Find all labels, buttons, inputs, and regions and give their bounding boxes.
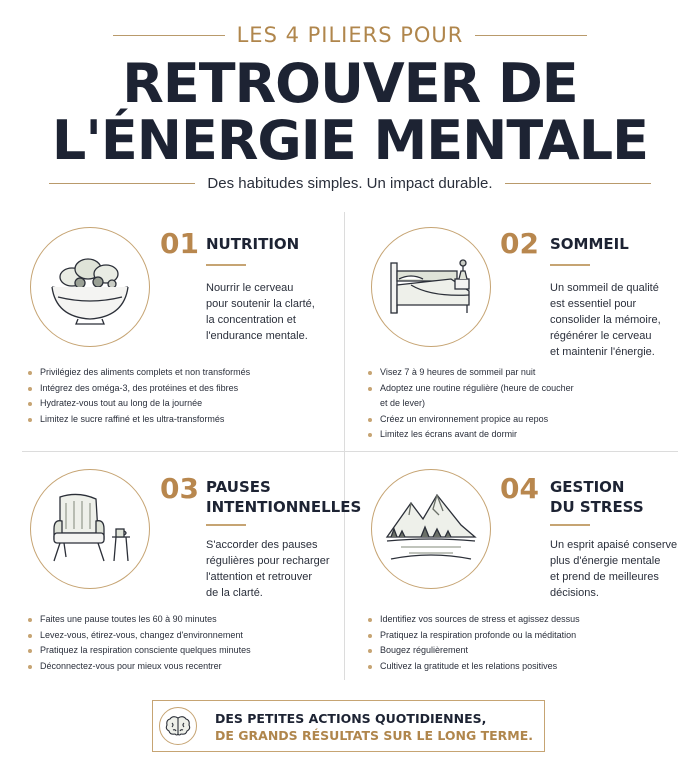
nutrition-accent-rule	[206, 264, 246, 266]
stress-accent-rule	[550, 524, 590, 526]
kicker-row	[0, 22, 700, 48]
subtitle-rule-right	[505, 183, 651, 184]
list-item: Bougez régulièrement	[367, 643, 580, 659]
page-title-line-2: L'ÉNERGIE MENTALE	[51, 109, 649, 172]
list-item: Identifiez vos sources de stress et agissez dessus	[367, 612, 580, 628]
stress-icon-circle	[371, 469, 491, 589]
stress-title	[550, 477, 644, 517]
nutrition-icon-circle	[30, 227, 150, 347]
nutrition-desc-line: l'endurance mentale.	[206, 330, 308, 342]
sommeil-desc-line: Un sommeil de qualité	[550, 282, 659, 294]
stress-number: 04	[500, 472, 539, 505]
stress-title-line: GESTION	[550, 478, 625, 496]
list-item: Cultivez la gratitude et les relations positives	[367, 659, 580, 675]
footer-banner	[152, 700, 545, 752]
stress-desc-line: plus d'énergie mentale	[550, 555, 661, 567]
pauses-icon-circle	[30, 469, 150, 589]
grid-divider-vertical	[344, 212, 345, 680]
pauses-bullets	[27, 612, 251, 674]
list-item: Déconnectez-vous pour mieux vous recentrer	[27, 659, 251, 675]
pauses-number: 03	[160, 472, 199, 505]
list-item: Pratiquez la respiration consciente quelques minutes	[27, 643, 251, 659]
pauses-accent-rule	[206, 524, 246, 526]
list-item-continuation: et de lever)	[380, 398, 426, 408]
pauses-desc-line: de la clarté.	[206, 587, 263, 599]
armchair-icon	[40, 489, 140, 569]
subtitle: Des habitudes simples. Un impact durable.	[207, 174, 493, 192]
stress-desc-line: décisions.	[550, 587, 599, 599]
page-title-line-1: RETROUVER DE	[122, 52, 578, 115]
list-item: Pratiquez la respiration profonde ou la méditation	[367, 628, 580, 644]
pauses-description	[206, 537, 330, 601]
brain-icon	[165, 715, 191, 737]
nutrition-desc-line: pour soutenir la clarté,	[206, 298, 315, 310]
list-item: Visez 7 à 9 heures de sommeil par nuit	[367, 365, 574, 381]
nutrition-bullets	[27, 365, 250, 427]
list-item: Hydratez-vous tout au long de la journée	[27, 396, 250, 412]
list-item: Faites une pause toutes les 60 à 90 minutes	[27, 612, 251, 628]
list-item: Limitez le sucre raffiné et les ultra-transformés	[27, 412, 250, 428]
salad-bowl-icon	[42, 247, 138, 327]
sommeil-description	[550, 280, 661, 360]
kicker: LES 4 PILIERS POUR	[236, 23, 464, 47]
pauses-desc-line: l'attention et retrouver	[206, 571, 313, 583]
pauses-title-line: PAUSES	[206, 478, 271, 496]
sommeil-bullets	[367, 365, 574, 443]
pauses-title-line: INTENTIONNELLES	[206, 498, 362, 516]
sommeil-accent-rule	[550, 264, 590, 266]
sommeil-title: SOMMEIL	[550, 235, 629, 253]
list-item: Limitez les écrans avant de dormir	[367, 427, 574, 443]
list-item: Adoptez une routine régulière (heure de coucher	[367, 381, 574, 397]
list-item: Intégrez des oméga-3, des protéines et des fibres	[27, 381, 250, 397]
bed-icon	[381, 249, 481, 325]
grid-divider-horizontal	[22, 451, 678, 452]
sommeil-icon-circle	[371, 227, 491, 347]
sommeil-desc-line: consolider la mémoire,	[550, 314, 661, 326]
footer-line-1: DES PETITES ACTIONS QUOTIDIENNES,	[215, 711, 487, 726]
sommeil-number: 02	[500, 227, 539, 260]
kicker-rule-right	[475, 35, 587, 36]
pauses-desc-line: régulières pour recharger	[206, 555, 330, 567]
stress-desc-line: et prend de meilleures	[550, 571, 659, 583]
stress-title-line: DU STRESS	[550, 498, 644, 516]
kicker-rule-left	[113, 35, 225, 36]
sommeil-desc-line: est essentiel pour	[550, 298, 637, 310]
nutrition-title: NUTRITION	[206, 235, 300, 253]
stress-desc-line: Un esprit apaisé conserve	[550, 539, 678, 551]
list-item: Créez un environnement propice au repos	[367, 412, 574, 428]
pauses-title	[206, 477, 361, 517]
stress-description	[550, 537, 677, 601]
nutrition-number: 01	[160, 227, 199, 260]
subtitle-row	[0, 171, 700, 195]
subtitle-rule-left	[49, 183, 195, 184]
brain-icon-circle	[159, 707, 197, 745]
footer-line-2: DE GRANDS RÉSULTATS SUR LE LONG TERME.	[215, 728, 533, 743]
list-item: Levez-vous, étirez-vous, changez d'environnement	[27, 628, 251, 644]
nutrition-description	[206, 280, 315, 344]
nutrition-desc-line: la concentration et	[206, 314, 296, 326]
nutrition-desc-line: Nourrir le cerveau	[206, 282, 294, 294]
list-item: Privilégiez des aliments complets et non transformés	[27, 365, 250, 381]
sommeil-desc-line: et maintenir l'énergie.	[550, 346, 655, 358]
sommeil-desc-line: régénérer le cerveau	[550, 330, 652, 342]
pauses-desc-line: S'accorder des pauses	[206, 539, 318, 551]
stress-bullets	[367, 612, 580, 674]
mountain-lake-icon	[381, 489, 481, 569]
